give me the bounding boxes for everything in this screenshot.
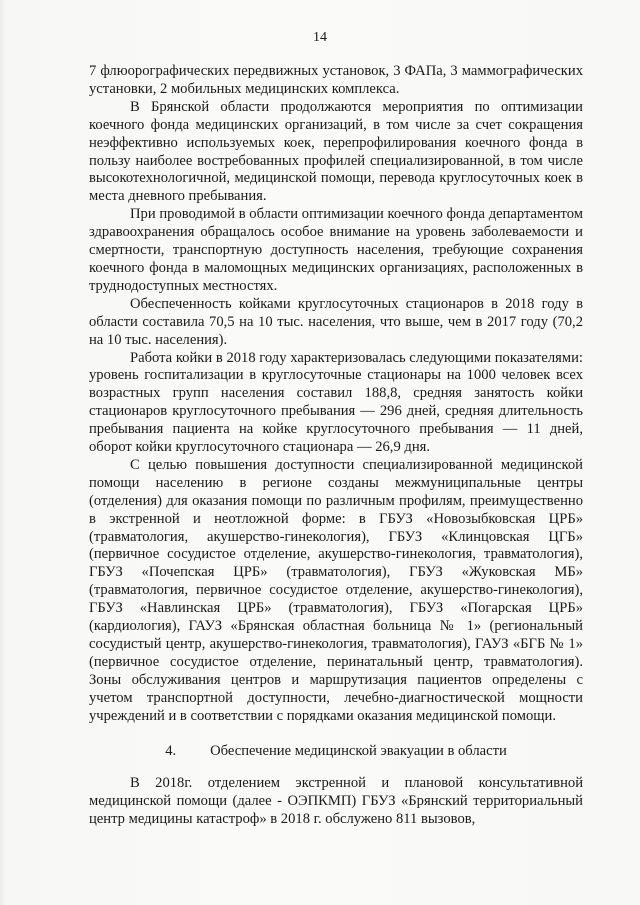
paragraph-intermunicipal-centers: С целью повышения доступности специализированной медицинской помощи населению в регионе созданы межмуниципальные центры (отделения) для оказания помощи по различным профилям, преимущественно в экстренной и неотложной форме: в ГБУЗ «Новозыбковская ЦРБ» (травматология, акушерство-гинекология), ГБУЗ «Клинцовская ЦГБ» (первичное сосудистое отделение, акушерство-гинекология, травматология), ГБУЗ «Почепская ЦРБ» (травматология), ГБУЗ «Жуковская МБ» (травматология, первичное сосудистое отделение, акушерство-гинекология), ГБУЗ «Навлинская ЦРБ» (травматология), ГБУЗ «Погарская ЦРБ» (кардиология), ГАУЗ «Брянская областная больница № 1» (региональный сосудистый центр, акушерство-гинекология, травматология), ГАУЗ «БГБ № 1» (первичное сосудистое отделение, перинатальный центр, травматология). Зоны обслуживания центров и маршрутизация пациентов определены с учетом транспортной доступности, лечебно-диагностической мощности учреждений и в соответствии с порядками оказания медицинской помощи. bbox=[89, 456, 583, 724]
page-number: 14 bbox=[313, 30, 327, 45]
paragraph-department-attention: При проводимой в области оптимизации коечного фонда департаментом здравоохранения обращалось особое внимание на уровень заболеваемости и смертности, транспортную доступность населения, требующие сохранения коечного фонда в маломощных медицинских организациях, расположенных в труднодоступных местностях. bbox=[89, 206, 583, 294]
paragraph-evacuation: В 2018г. отделением экстренной и плановой консультативной медицинской помощи (далее - ОЭПКМП) ГБУЗ «Брянский территориальный центр медицины катастроф» в 2018 г. обслужено 811 вызовов, bbox=[89, 775, 583, 828]
body-text bbox=[89, 63, 583, 829]
section-number: 4. bbox=[165, 742, 177, 759]
paragraph-bed-availability: Обеспеченность койками круглосуточных стационаров в 2018 году в области составила 70,5 на 10 тыс. населения, что выше, чем в 2017 году (70,2 на 10 тыс. населения). bbox=[89, 295, 583, 348]
section-heading bbox=[89, 743, 583, 761]
paragraph-continuation: 7 флюорографических передвижных установок, 3 ФАПа, 3 маммографических установки, 2 мобильных медицинских комплекса. bbox=[89, 63, 583, 97]
section-title: Обеспечение медицинской эвакуации в области bbox=[210, 742, 507, 759]
paragraph-bed-optimization: В Брянской области продолжаются мероприятия по оптимизации коечного фонда медицинских организаций, в том числе за счет сокращения неэффективно используемых коек, перепрофилирования коечного фонда в пользу наиболее востребованных профилей специализированной, в том числе высокотехнологичной, медицинской помощи, перевода круглосуточных коек в места дневного пребывания. bbox=[89, 98, 583, 205]
paragraph-bed-performance: Работа койки в 2018 году характеризовалась следующими показателями: уровень госпитализации в круглосуточные стационары на 1000 человек всех возрастных групп населения составил 188,8, средняя занятость койки стационаров круглосуточного пребывания — 296 дней, средняя длительность пребывания пациента на койке круглосуточного пребывания — 11 дней, оборот койки круглосуточного стационара — 26,9 дня. bbox=[89, 349, 583, 456]
